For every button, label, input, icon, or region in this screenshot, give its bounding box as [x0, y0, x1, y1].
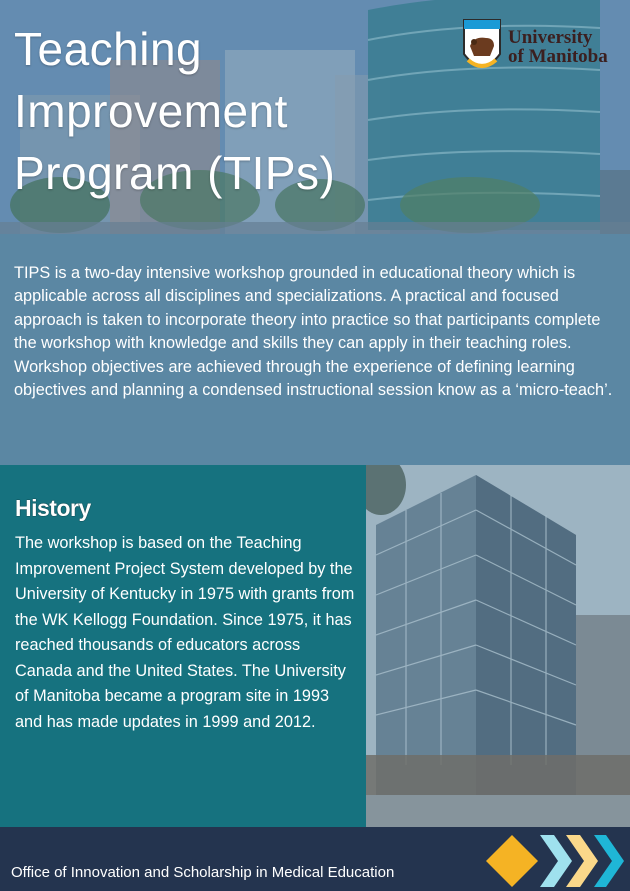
- bison-crest-icon: [460, 16, 504, 80]
- chevron-decoration-icon: [486, 833, 626, 889]
- university-logo: [460, 14, 620, 84]
- title-line-2: Improvement: [14, 85, 288, 137]
- header-banner: [0, 0, 630, 234]
- page-title: [14, 18, 335, 204]
- building-photo: [366, 465, 630, 827]
- intro-text: TIPS is a two-day intensive workshop grounded in educational theory which is applicable across all disciplines and specializations. A practical and focused approach is taken to incorporate theory into practice so that participants complete the workshop with knowledge and skills they can apply in their teaching roles. Workshop objectives are achieved through the experience of defining learning objectives and planning a condensed instructional session know as a ‘micro-teach’.: [14, 264, 613, 400]
- footer-bar: [0, 827, 630, 891]
- intro-section: [0, 234, 630, 465]
- title-line-3: Program (TIPs): [14, 147, 336, 199]
- title-line-1: Teaching: [14, 23, 203, 75]
- history-heading: History: [15, 495, 91, 521]
- history-section: [0, 465, 366, 827]
- office-name: Office of Innovation and Scholarship in Medical Education: [11, 864, 395, 881]
- history-text: The workshop is based on the Teaching Improvement Project System developed by the University of Kentucky in 1975 with grants from the WK Kellogg Foundation. Since 1975, it has reached thousands of educators across Canada and the United States. The University of Manitoba became a program site in 1993 and has made updates in 1999 and 2012.: [15, 534, 355, 731]
- logo-wordmark: University of Manitoba: [508, 27, 608, 67]
